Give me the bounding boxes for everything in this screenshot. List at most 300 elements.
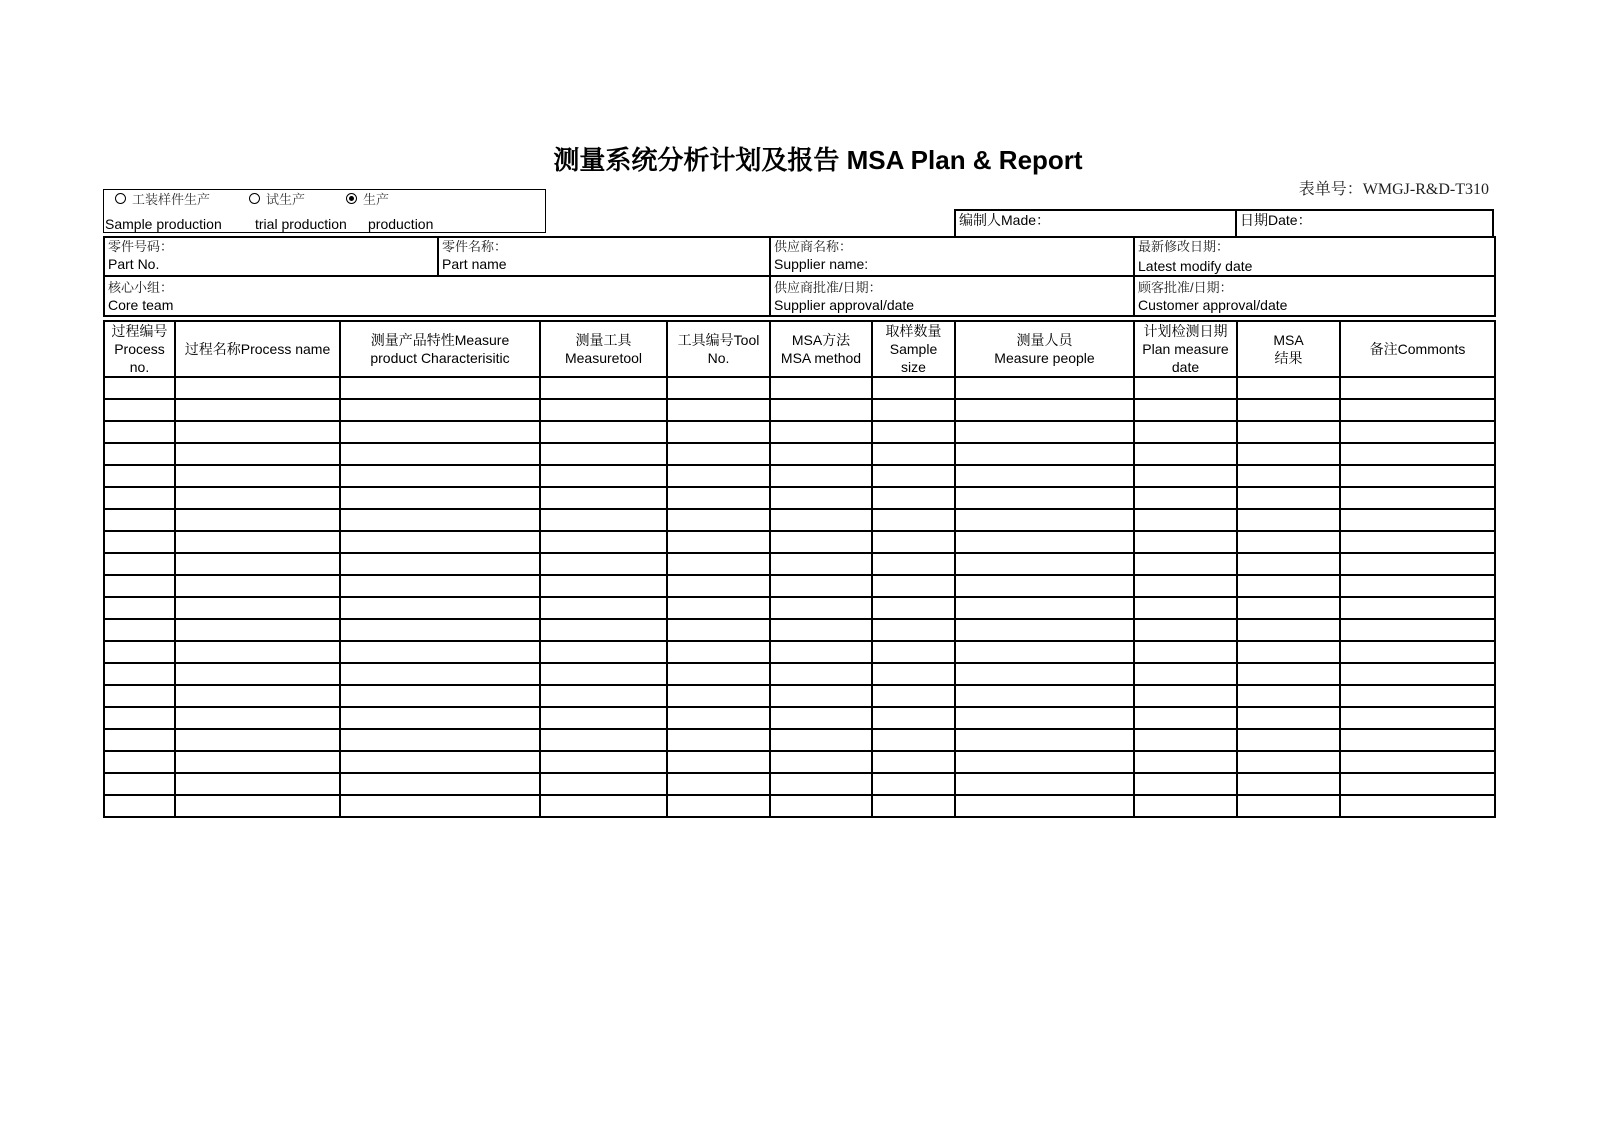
- cell-msa-method[interactable]: [770, 465, 872, 487]
- cell-sample-size[interactable]: [872, 421, 955, 443]
- cell-comments[interactable]: [1340, 377, 1495, 399]
- cell-measure-people[interactable]: [955, 465, 1134, 487]
- header-line: 过程编号: [111, 323, 168, 339]
- supplier-approval-field[interactable]: [770, 276, 1134, 316]
- option-label-cn: 试生产: [266, 192, 306, 207]
- table-row: [104, 575, 1495, 597]
- cell-process-name[interactable]: [175, 421, 340, 443]
- cell-measure-people[interactable]: [955, 421, 1134, 443]
- column-header-plan-measure-date: [1134, 321, 1237, 377]
- cell-process-name[interactable]: [175, 575, 340, 597]
- date-field[interactable]: [1235, 209, 1494, 238]
- cell-msa-result[interactable]: [1237, 685, 1340, 707]
- form-number: 表单号：WMGJ-R&D-T310: [1298, 181, 1489, 198]
- cell-measure-people[interactable]: [955, 399, 1134, 421]
- cell-measure-tool[interactable]: [540, 707, 667, 729]
- header-line: Plan measure: [1142, 341, 1229, 357]
- cell-comments[interactable]: [1340, 707, 1495, 729]
- cell-measure-characteristic[interactable]: [340, 795, 540, 817]
- cell-msa-method[interactable]: [770, 421, 872, 443]
- header-line: 结果: [1274, 350, 1303, 366]
- cell-msa-result[interactable]: [1237, 751, 1340, 773]
- cell-measure-tool[interactable]: [540, 729, 667, 751]
- cell-process-no[interactable]: [104, 531, 175, 553]
- radio-icon[interactable]: [249, 193, 260, 204]
- customer-approval-field[interactable]: [1134, 276, 1495, 316]
- cell-process-no[interactable]: [104, 553, 175, 575]
- made-by-label: 编制人Made：: [959, 212, 1051, 228]
- cell-tool-no[interactable]: [667, 685, 770, 707]
- header-line: date: [1171, 359, 1200, 375]
- cell-process-no[interactable]: [104, 619, 175, 641]
- header-line: Sample: [889, 341, 938, 357]
- customer-approval-label-cn: 顾客批准/日期：: [1138, 280, 1233, 295]
- header-line: 工具编号Tool: [677, 332, 760, 348]
- cell-msa-result[interactable]: [1237, 641, 1340, 663]
- core-team-field[interactable]: [104, 276, 770, 316]
- table-row: [104, 751, 1495, 773]
- column-header-measure-people: [955, 321, 1134, 377]
- cell-process-no[interactable]: [104, 729, 175, 751]
- cell-measure-characteristic[interactable]: [340, 575, 540, 597]
- supplier-name-label-en: Supplier name:: [774, 256, 869, 272]
- column-header-measure-tool: [540, 321, 667, 377]
- header-line: Process: [114, 341, 165, 357]
- cell-plan-measure-date[interactable]: [1134, 773, 1237, 795]
- cell-msa-result[interactable]: [1237, 421, 1340, 443]
- column-header-tool-no: [667, 321, 770, 377]
- cell-msa-method[interactable]: [770, 509, 872, 531]
- cell-measure-tool[interactable]: [540, 487, 667, 509]
- cell-process-name[interactable]: [175, 443, 340, 465]
- cell-comments[interactable]: [1340, 421, 1495, 443]
- cell-plan-measure-date[interactable]: [1134, 399, 1237, 421]
- table-row: [104, 707, 1495, 729]
- cell-plan-measure-date[interactable]: [1134, 619, 1237, 641]
- cell-measure-people[interactable]: [955, 619, 1134, 641]
- cell-measure-tool[interactable]: [540, 685, 667, 707]
- cell-measure-tool[interactable]: [540, 773, 667, 795]
- cell-process-name[interactable]: [175, 619, 340, 641]
- cell-comments[interactable]: [1340, 795, 1495, 817]
- cell-tool-no[interactable]: [667, 707, 770, 729]
- latest-modify-date-label-en: Latest modify date: [1138, 258, 1253, 274]
- cell-plan-measure-date[interactable]: [1134, 487, 1237, 509]
- cell-msa-result[interactable]: [1237, 575, 1340, 597]
- cell-msa-method[interactable]: [770, 553, 872, 575]
- cell-process-no[interactable]: [104, 773, 175, 795]
- cell-measure-characteristic[interactable]: [340, 443, 540, 465]
- header-line: no.: [129, 359, 150, 375]
- cell-sample-size[interactable]: [872, 377, 955, 399]
- cell-plan-measure-date[interactable]: [1134, 575, 1237, 597]
- part-no-field[interactable]: [104, 237, 438, 276]
- cell-tool-no[interactable]: [667, 663, 770, 685]
- cell-sample-size[interactable]: [872, 685, 955, 707]
- cell-measure-people[interactable]: [955, 729, 1134, 751]
- option-label-en: production: [368, 216, 434, 232]
- cell-process-no[interactable]: [104, 509, 175, 531]
- cell-measure-characteristic[interactable]: [340, 421, 540, 443]
- header-line: 测量工具: [575, 332, 632, 348]
- cell-process-name[interactable]: [175, 377, 340, 399]
- cell-comments[interactable]: [1340, 443, 1495, 465]
- cell-plan-measure-date[interactable]: [1134, 531, 1237, 553]
- cell-sample-size[interactable]: [872, 619, 955, 641]
- header-line: product Characterisitic: [370, 350, 510, 366]
- cell-comments[interactable]: [1340, 663, 1495, 685]
- table-row: [104, 597, 1495, 619]
- header-line: No.: [707, 350, 730, 366]
- cell-plan-measure-date[interactable]: [1134, 421, 1237, 443]
- cell-sample-size[interactable]: [872, 487, 955, 509]
- cell-tool-no[interactable]: [667, 795, 770, 817]
- header-line: 测量人员: [1016, 332, 1073, 348]
- cell-process-no[interactable]: [104, 641, 175, 663]
- cell-measure-characteristic[interactable]: [340, 487, 540, 509]
- cell-measure-characteristic[interactable]: [340, 685, 540, 707]
- cell-process-no[interactable]: [104, 377, 175, 399]
- cell-process-name[interactable]: [175, 553, 340, 575]
- cell-tool-no[interactable]: [667, 619, 770, 641]
- cell-measure-tool[interactable]: [540, 443, 667, 465]
- cell-process-name[interactable]: [175, 751, 340, 773]
- cell-process-no[interactable]: [104, 795, 175, 817]
- cell-msa-method[interactable]: [770, 641, 872, 663]
- cell-comments[interactable]: [1340, 597, 1495, 619]
- cell-msa-result[interactable]: [1237, 707, 1340, 729]
- cell-sample-size[interactable]: [872, 597, 955, 619]
- option-trial-production[interactable]: [249, 190, 305, 207]
- cell-tool-no[interactable]: [667, 443, 770, 465]
- cell-process-name[interactable]: [175, 707, 340, 729]
- info-row: [104, 237, 1495, 276]
- cell-plan-measure-date[interactable]: [1134, 641, 1237, 663]
- cell-msa-result[interactable]: [1237, 487, 1340, 509]
- cell-plan-measure-date[interactable]: [1134, 685, 1237, 707]
- cell-msa-result[interactable]: [1237, 597, 1340, 619]
- cell-msa-result[interactable]: [1237, 509, 1340, 531]
- part-no-label-en: Part No.: [108, 256, 160, 272]
- cell-msa-method[interactable]: [770, 663, 872, 685]
- cell-msa-method[interactable]: [770, 597, 872, 619]
- cell-msa-method[interactable]: [770, 707, 872, 729]
- table-row: [104, 399, 1495, 421]
- cell-comments[interactable]: [1340, 641, 1495, 663]
- cell-sample-size[interactable]: [872, 663, 955, 685]
- cell-msa-method[interactable]: [770, 487, 872, 509]
- header-line: 过程名称Process name: [184, 341, 331, 357]
- cell-tool-no[interactable]: [667, 399, 770, 421]
- date-label: 日期Date：: [1240, 212, 1312, 228]
- table-row: [104, 685, 1495, 707]
- cell-plan-measure-date[interactable]: [1134, 509, 1237, 531]
- cell-measure-characteristic[interactable]: [340, 531, 540, 553]
- cell-process-no[interactable]: [104, 399, 175, 421]
- cell-plan-measure-date[interactable]: [1134, 663, 1237, 685]
- cell-tool-no[interactable]: [667, 531, 770, 553]
- table-row: [104, 509, 1495, 531]
- cell-measure-characteristic[interactable]: [340, 399, 540, 421]
- cell-measure-tool[interactable]: [540, 399, 667, 421]
- cell-plan-measure-date[interactable]: [1134, 553, 1237, 575]
- cell-comments[interactable]: [1340, 685, 1495, 707]
- cell-tool-no[interactable]: [667, 487, 770, 509]
- supplier-name-field[interactable]: [770, 237, 1134, 276]
- radio-icon[interactable]: [346, 193, 357, 204]
- cell-sample-size[interactable]: [872, 751, 955, 773]
- cell-msa-method[interactable]: [770, 773, 872, 795]
- cell-msa-result[interactable]: [1237, 443, 1340, 465]
- cell-process-no[interactable]: [104, 597, 175, 619]
- table-row: [104, 663, 1495, 685]
- cell-comments[interactable]: [1340, 575, 1495, 597]
- cell-plan-measure-date[interactable]: [1134, 751, 1237, 773]
- cell-msa-result[interactable]: [1237, 553, 1340, 575]
- cell-measure-people[interactable]: [955, 707, 1134, 729]
- cell-msa-result[interactable]: [1237, 399, 1340, 421]
- cell-process-no[interactable]: [104, 487, 175, 509]
- latest-modify-date-field[interactable]: [1134, 237, 1495, 276]
- cell-msa-result[interactable]: [1237, 619, 1340, 641]
- cell-msa-result[interactable]: [1237, 795, 1340, 817]
- cell-msa-method[interactable]: [770, 751, 872, 773]
- cell-measure-tool[interactable]: [540, 641, 667, 663]
- cell-measure-tool[interactable]: [540, 377, 667, 399]
- cell-process-name[interactable]: [175, 795, 340, 817]
- cell-measure-people[interactable]: [955, 773, 1134, 795]
- part-name-field[interactable]: [438, 237, 770, 276]
- header-line: 备注Commonts: [1369, 341, 1466, 357]
- cell-measure-characteristic[interactable]: [340, 619, 540, 641]
- cell-measure-people[interactable]: [955, 443, 1134, 465]
- cell-msa-method[interactable]: [770, 729, 872, 751]
- cell-tool-no[interactable]: [667, 465, 770, 487]
- cell-measure-people[interactable]: [955, 641, 1134, 663]
- option-sample-production[interactable]: [115, 190, 210, 207]
- cell-comments[interactable]: [1340, 487, 1495, 509]
- cell-plan-measure-date[interactable]: [1134, 377, 1237, 399]
- cell-tool-no[interactable]: [667, 751, 770, 773]
- cell-plan-measure-date[interactable]: [1134, 795, 1237, 817]
- column-header-comments: [1340, 321, 1495, 377]
- cell-measure-people[interactable]: [955, 487, 1134, 509]
- header-line: 取样数量: [885, 323, 942, 339]
- cell-measure-tool[interactable]: [540, 553, 667, 575]
- cell-msa-method[interactable]: [770, 531, 872, 553]
- cell-measure-tool[interactable]: [540, 751, 667, 773]
- table-row: [104, 553, 1495, 575]
- cell-measure-tool[interactable]: [540, 421, 667, 443]
- cell-sample-size[interactable]: [872, 531, 955, 553]
- cell-measure-people[interactable]: [955, 597, 1134, 619]
- cell-sample-size[interactable]: [872, 773, 955, 795]
- cell-measure-characteristic[interactable]: [340, 377, 540, 399]
- cell-measure-tool[interactable]: [540, 597, 667, 619]
- cell-comments[interactable]: [1340, 751, 1495, 773]
- made-by-field[interactable]: [954, 209, 1237, 238]
- cell-plan-measure-date[interactable]: [1134, 597, 1237, 619]
- cell-process-no[interactable]: [104, 685, 175, 707]
- cell-tool-no[interactable]: [667, 421, 770, 443]
- cell-msa-result[interactable]: [1237, 465, 1340, 487]
- table-header-row: [104, 321, 1495, 377]
- cell-measure-people[interactable]: [955, 553, 1134, 575]
- cell-tool-no[interactable]: [667, 773, 770, 795]
- table-row: [104, 619, 1495, 641]
- cell-process-name[interactable]: [175, 663, 340, 685]
- cell-measure-characteristic[interactable]: [340, 465, 540, 487]
- header-line: MSA方法: [791, 332, 851, 348]
- header-line: MSA method: [780, 350, 862, 366]
- cell-tool-no[interactable]: [667, 597, 770, 619]
- cell-measure-tool[interactable]: [540, 465, 667, 487]
- cell-msa-method[interactable]: [770, 443, 872, 465]
- header-line: 测量产品特性Measure: [370, 332, 510, 348]
- cell-measure-characteristic[interactable]: [340, 773, 540, 795]
- cell-measure-people[interactable]: [955, 509, 1134, 531]
- column-header-measure-characteristic: [340, 321, 540, 377]
- radio-icon[interactable]: [115, 193, 126, 204]
- cell-process-no[interactable]: [104, 465, 175, 487]
- cell-sample-size[interactable]: [872, 399, 955, 421]
- cell-msa-method[interactable]: [770, 795, 872, 817]
- cell-measure-tool[interactable]: [540, 509, 667, 531]
- cell-comments[interactable]: [1340, 773, 1495, 795]
- cell-comments[interactable]: [1340, 553, 1495, 575]
- cell-sample-size[interactable]: [872, 795, 955, 817]
- cell-comments[interactable]: [1340, 729, 1495, 751]
- cell-measure-tool[interactable]: [540, 575, 667, 597]
- cell-measure-people[interactable]: [955, 685, 1134, 707]
- cell-sample-size[interactable]: [872, 641, 955, 663]
- cell-comments[interactable]: [1340, 509, 1495, 531]
- cell-process-name[interactable]: [175, 773, 340, 795]
- cell-process-no[interactable]: [104, 751, 175, 773]
- cell-measure-people[interactable]: [955, 575, 1134, 597]
- option-label-en: trial production: [255, 216, 347, 232]
- cell-measure-characteristic[interactable]: [340, 751, 540, 773]
- header-line: 计划检测日期: [1143, 323, 1228, 339]
- cell-sample-size[interactable]: [872, 707, 955, 729]
- cell-process-name[interactable]: [175, 487, 340, 509]
- customer-approval-label-en: Customer approval/date: [1138, 297, 1288, 313]
- cell-process-name[interactable]: [175, 641, 340, 663]
- column-header-msa-result: [1237, 321, 1340, 377]
- cell-measure-characteristic[interactable]: [340, 597, 540, 619]
- cell-sample-size[interactable]: [872, 553, 955, 575]
- option-label-en: Sample production: [105, 216, 222, 232]
- table-row: [104, 729, 1495, 751]
- cell-msa-method[interactable]: [770, 399, 872, 421]
- cell-measure-characteristic[interactable]: [340, 641, 540, 663]
- option-production[interactable]: [346, 190, 389, 207]
- cell-sample-size[interactable]: [872, 443, 955, 465]
- cell-sample-size[interactable]: [872, 729, 955, 751]
- cell-plan-measure-date[interactable]: [1134, 729, 1237, 751]
- cell-measure-tool[interactable]: [540, 795, 667, 817]
- cell-msa-result[interactable]: [1237, 531, 1340, 553]
- cell-comments[interactable]: [1340, 465, 1495, 487]
- cell-tool-no[interactable]: [667, 729, 770, 751]
- cell-msa-result[interactable]: [1237, 663, 1340, 685]
- cell-process-name[interactable]: [175, 509, 340, 531]
- cell-process-name[interactable]: [175, 399, 340, 421]
- cell-measure-characteristic[interactable]: [340, 663, 540, 685]
- cell-msa-method[interactable]: [770, 377, 872, 399]
- supplier-approval-label-en: Supplier approval/date: [774, 297, 915, 313]
- cell-process-name[interactable]: [175, 531, 340, 553]
- cell-msa-result[interactable]: [1237, 729, 1340, 751]
- column-header-process-no: [104, 321, 175, 377]
- cell-comments[interactable]: [1340, 619, 1495, 641]
- cell-plan-measure-date[interactable]: [1134, 707, 1237, 729]
- supplier-name-label-cn: 供应商名称：: [774, 239, 853, 254]
- table-row: [104, 795, 1495, 817]
- cell-comments[interactable]: [1340, 531, 1495, 553]
- cell-measure-people[interactable]: [955, 751, 1134, 773]
- cell-msa-result[interactable]: [1237, 377, 1340, 399]
- option-label-cn: 工装样件生产: [132, 192, 211, 207]
- cell-msa-method[interactable]: [770, 685, 872, 707]
- cell-measure-characteristic[interactable]: [340, 509, 540, 531]
- cell-measure-tool[interactable]: [540, 663, 667, 685]
- column-header-sample-size: [872, 321, 955, 377]
- cell-tool-no[interactable]: [667, 509, 770, 531]
- cell-process-no[interactable]: [104, 707, 175, 729]
- cell-process-name[interactable]: [175, 465, 340, 487]
- cell-process-name[interactable]: [175, 597, 340, 619]
- cell-sample-size[interactable]: [872, 575, 955, 597]
- cell-measure-characteristic[interactable]: [340, 729, 540, 751]
- cell-process-no[interactable]: [104, 575, 175, 597]
- cell-measure-tool[interactable]: [540, 531, 667, 553]
- cell-process-no[interactable]: [104, 663, 175, 685]
- cell-measure-characteristic[interactable]: [340, 707, 540, 729]
- cell-msa-method[interactable]: [770, 575, 872, 597]
- table-row: [104, 465, 1495, 487]
- cell-measure-tool[interactable]: [540, 619, 667, 641]
- cell-plan-measure-date[interactable]: [1134, 465, 1237, 487]
- cell-tool-no[interactable]: [667, 553, 770, 575]
- latest-modify-date-label-cn: 最新修改日期：: [1138, 239, 1230, 254]
- cell-measure-characteristic[interactable]: [340, 553, 540, 575]
- cell-measure-people[interactable]: [955, 531, 1134, 553]
- cell-msa-result[interactable]: [1237, 773, 1340, 795]
- core-team-label-cn: 核心小组：: [108, 280, 174, 295]
- cell-comments[interactable]: [1340, 399, 1495, 421]
- cell-tool-no[interactable]: [667, 641, 770, 663]
- supplier-approval-label-cn: 供应商批准/日期：: [774, 280, 882, 295]
- cell-tool-no[interactable]: [667, 377, 770, 399]
- cell-process-name[interactable]: [175, 729, 340, 751]
- cell-process-no[interactable]: [104, 443, 175, 465]
- part-no-label-cn: 零件号码：: [108, 239, 174, 254]
- page-title: 测量系统分析计划及报告 MSA Plan & Report: [553, 145, 1083, 175]
- cell-tool-no[interactable]: [667, 575, 770, 597]
- cell-measure-people[interactable]: [955, 663, 1134, 685]
- cell-sample-size[interactable]: [872, 465, 955, 487]
- cell-msa-method[interactable]: [770, 619, 872, 641]
- part-name-label-en: Part name: [442, 256, 507, 272]
- option-label-cn: 生产: [363, 192, 390, 207]
- cell-plan-measure-date[interactable]: [1134, 443, 1237, 465]
- cell-sample-size[interactable]: [872, 509, 955, 531]
- cell-measure-people[interactable]: [955, 377, 1134, 399]
- cell-process-name[interactable]: [175, 685, 340, 707]
- cell-process-no[interactable]: [104, 421, 175, 443]
- cell-measure-people[interactable]: [955, 795, 1134, 817]
